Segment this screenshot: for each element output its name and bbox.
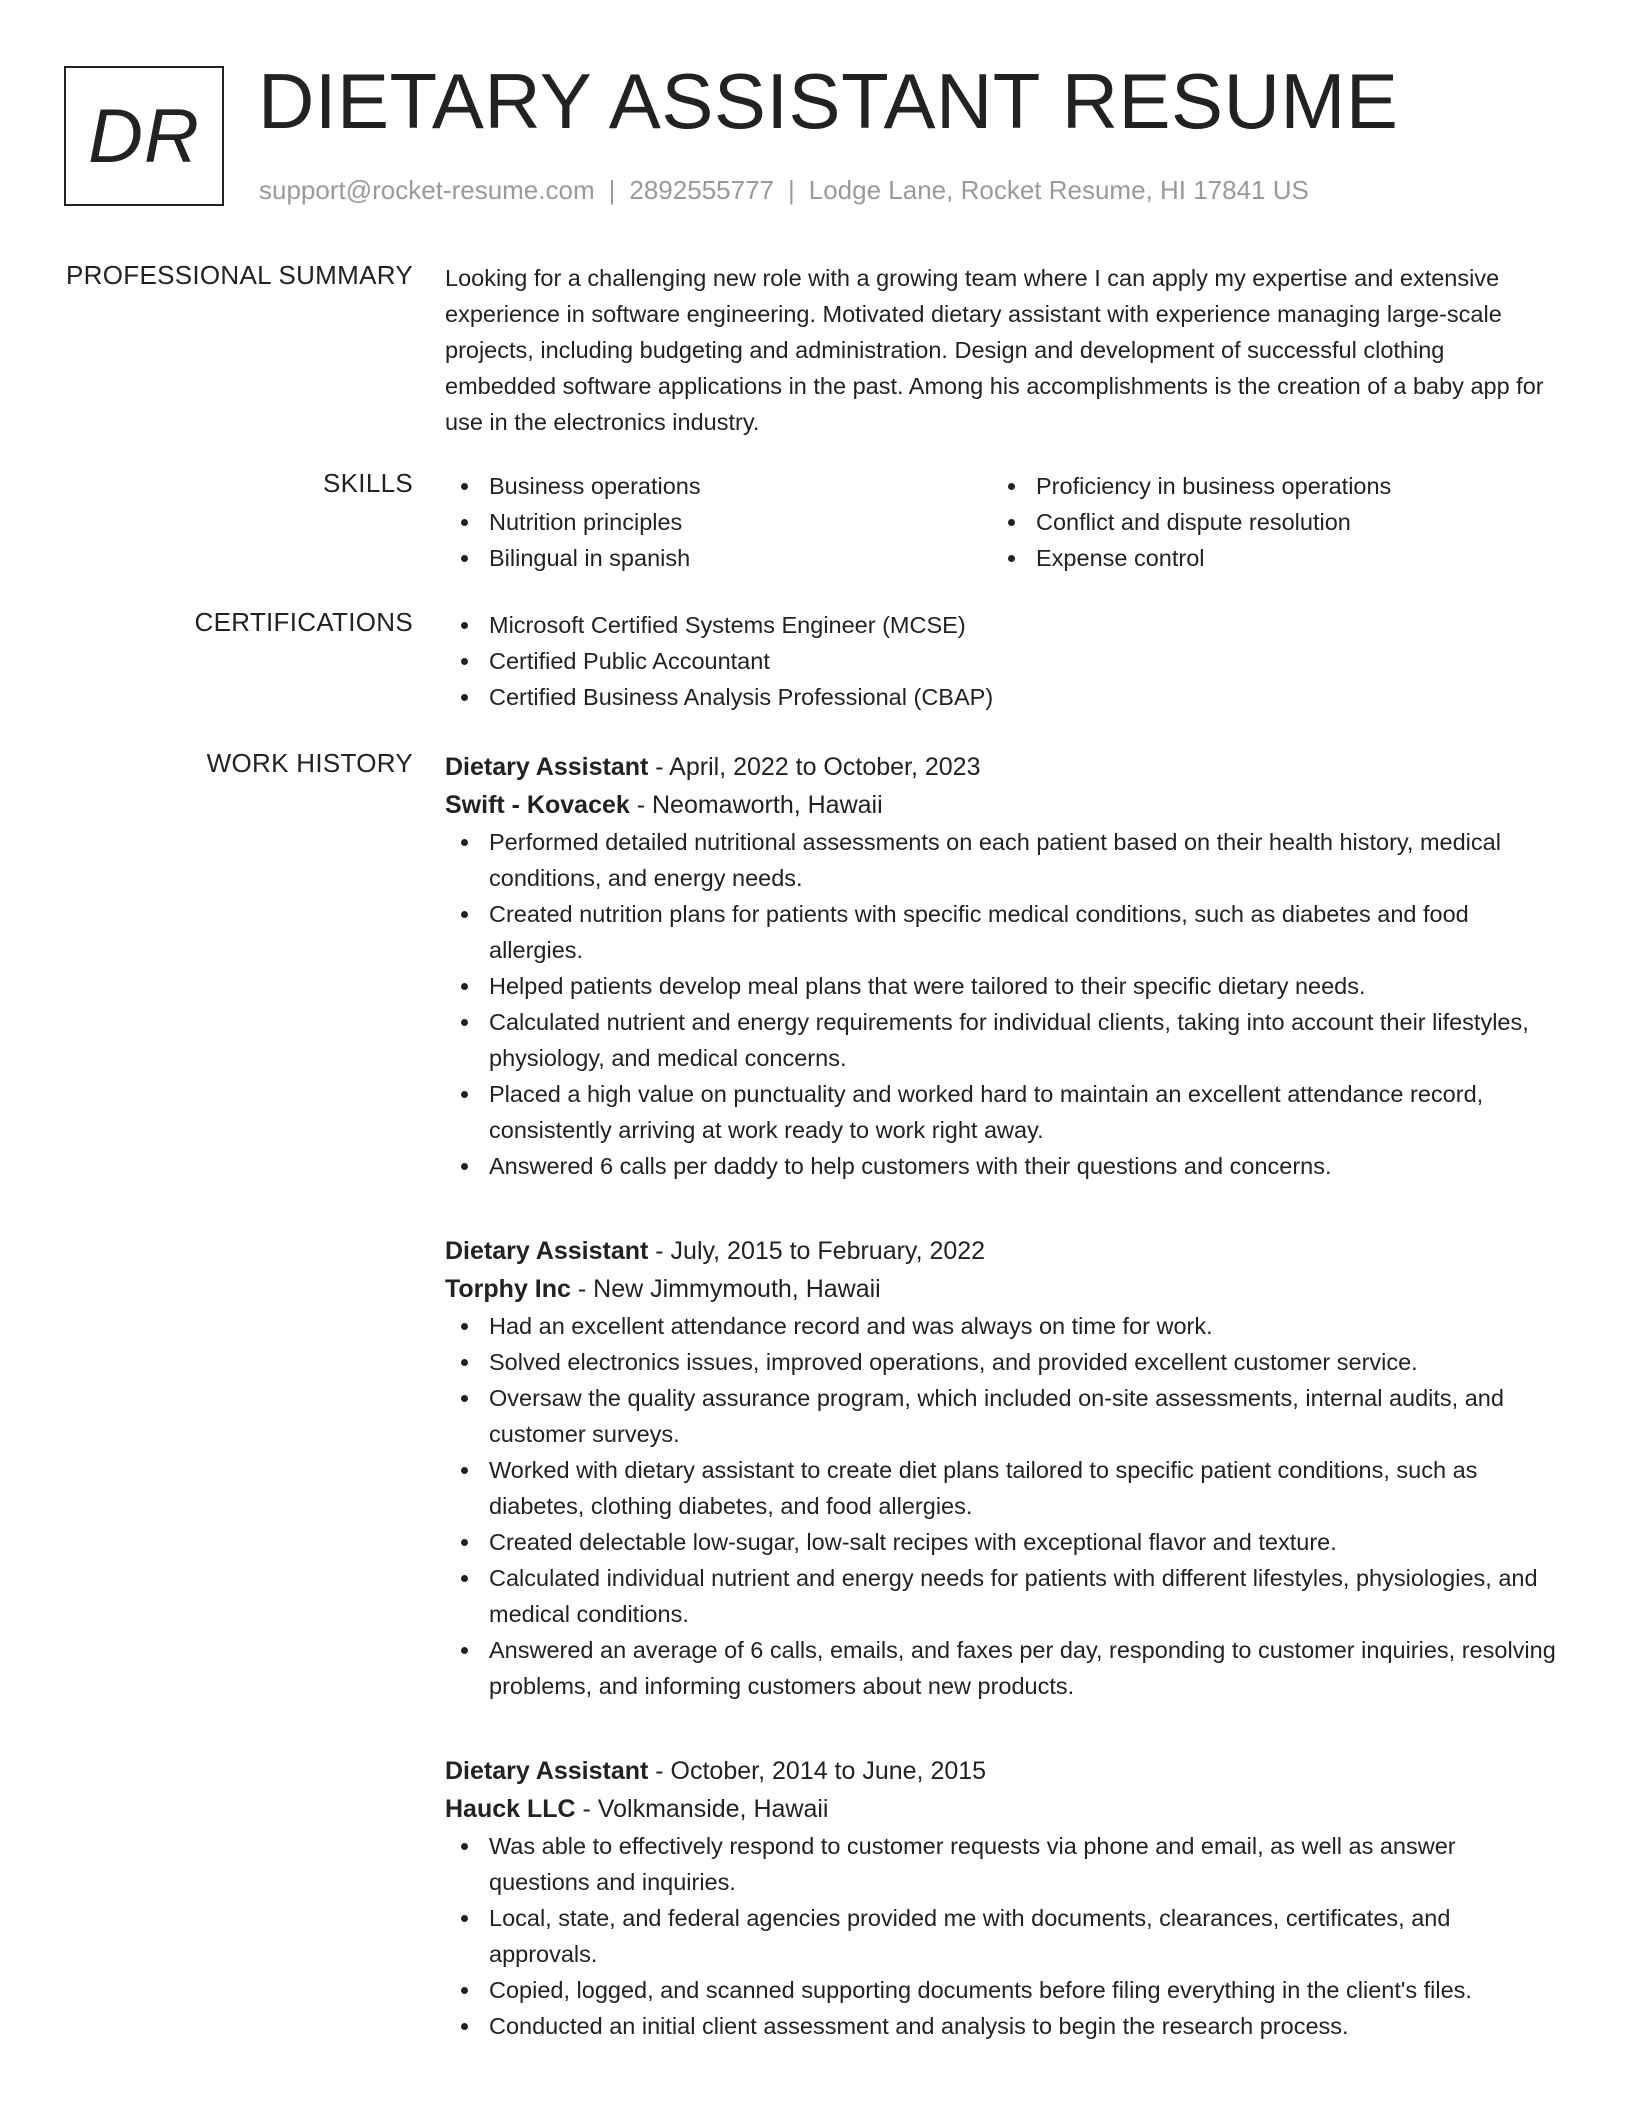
job-duty: Calculated nutrient and energy requirements for individual clients, taking into account their lifestyles, physiology, and medical concerns. xyxy=(445,1004,1560,1076)
contact-phone: 2892555777 xyxy=(629,175,774,205)
certification-item: Microsoft Certified Systems Engineer (MCSE) xyxy=(445,607,1560,643)
job-dates: - July, 2015 to February, 2022 xyxy=(648,1237,986,1265)
job-title-line xyxy=(445,748,1560,786)
job-duty: Answered an average of 6 calls, emails, and faxes per day, responding to customer inquiries, resolving problems, and informing customers about new products. xyxy=(445,1632,1560,1704)
job-duty: Had an excellent attendance record and was always on time for work. xyxy=(445,1308,1560,1344)
skill-item: Nutrition principles xyxy=(445,504,992,540)
job-duty: Solved electronics issues, improved operations, and provided excellent customer service. xyxy=(445,1344,1560,1380)
job-duty: Answered 6 calls per daddy to help customers with their questions and concerns. xyxy=(445,1148,1560,1184)
job-title-line xyxy=(445,1232,1560,1270)
job-company-line xyxy=(445,786,1560,824)
skill-item: Business operations xyxy=(445,468,992,504)
job-duty: Local, state, and federal agencies provided me with documents, clearances, certificates, and approvals. xyxy=(445,1900,1560,1972)
skills-body xyxy=(445,468,1560,576)
certifications-list xyxy=(445,607,1560,715)
job-duty: Performed detailed nutritional assessments on each patient based on their health history, medical conditions, and energy needs. xyxy=(445,824,1560,896)
contact-separator: | xyxy=(788,175,795,205)
skill-item: Expense control xyxy=(992,540,1540,576)
job-duty: Created delectable low-sugar, low-salt recipes with exceptional flavor and texture. xyxy=(445,1524,1560,1560)
job-body xyxy=(445,1752,1560,2044)
job-dates: - April, 2022 to October, 2023 xyxy=(648,753,981,781)
job-duties-list xyxy=(445,1308,1560,1704)
monogram-initials: DR xyxy=(88,93,200,179)
job-company: Hauck LLC xyxy=(445,1795,576,1823)
summary-text: Looking for a challenging new role with a growing team where I can apply my expertise and extensive experience in software engineering. Motivated dietary assistant with experience managing large-scale projects, including budgeting and administration. Design and development of successful clothing embedded software applications in the past. Among his accomplishments is the creation of a baby app for use in the electronics industry. xyxy=(445,265,1544,435)
skill-item: Bilingual in spanish xyxy=(445,540,992,576)
job-duty: Helped patients develop meal plans that were tailored to their specific dietary needs. xyxy=(445,968,1560,1004)
job-location: - Volkmanside, Hawaii xyxy=(575,1795,829,1823)
job-company-line xyxy=(445,1790,1560,1828)
job-location: - Neomaworth, Hawaii xyxy=(629,791,883,819)
job-title-line xyxy=(445,1752,1560,1790)
skills-grid xyxy=(445,468,1560,576)
job-duty: Copied, logged, and scanned supporting documents before filing everything in the client's files. xyxy=(445,1972,1560,2008)
job-title: Dietary Assistant xyxy=(445,753,649,781)
job-location: - New Jimmymouth, Hawaii xyxy=(570,1275,881,1303)
skills-list-right xyxy=(992,468,1540,576)
job-duty: Was able to effectively respond to customer requests via phone and email, as well as answer questions and inquiries. xyxy=(445,1828,1560,1900)
contact-separator: | xyxy=(608,175,616,205)
job-title: Dietary Assistant xyxy=(445,1237,649,1265)
job-duty: Calculated individual nutrient and energy needs for patients with different lifestyles, physiologies, and medical conditions. xyxy=(445,1560,1560,1632)
job-duty: Created nutrition plans for patients with specific medical conditions, such as diabetes and food allergies. xyxy=(445,896,1560,968)
job-duty: Oversaw the quality assurance program, which included on-site assessments, internal audits, and customer surveys. xyxy=(445,1380,1560,1452)
section-label-summary: PROFESSIONAL SUMMARY xyxy=(66,260,413,290)
summary-body xyxy=(445,260,1560,440)
monogram-box xyxy=(64,66,224,206)
job-body xyxy=(445,748,1560,1184)
job-body xyxy=(445,1232,1560,1704)
job-duty: Conducted an initial client assessment and analysis to begin the research process. xyxy=(445,2008,1560,2044)
job-duty: Worked with dietary assistant to create diet plans tailored to specific patient conditions, such as diabetes, clothing diabetes, and food allergies. xyxy=(445,1452,1560,1524)
job-company-line xyxy=(445,1270,1560,1308)
section-label-work-history: WORK HISTORY xyxy=(206,748,413,778)
contact-line xyxy=(259,175,1309,206)
contact-email: support@rocket-resume.com xyxy=(259,175,595,205)
contact-address: Lodge Lane, Rocket Resume, HI 17841 US xyxy=(808,175,1309,205)
skill-item: Conflict and dispute resolution xyxy=(992,504,1540,540)
job-duty: Placed a high value on punctuality and worked hard to maintain an excellent attendance record, consistently arriving at work ready to work right away. xyxy=(445,1076,1560,1148)
job-duties-list xyxy=(445,824,1560,1184)
certification-item: Certified Public Accountant xyxy=(445,643,1560,679)
job-duties-list xyxy=(445,1828,1560,2044)
skill-item: Proficiency in business operations xyxy=(992,468,1540,504)
section-label-skills: SKILLS xyxy=(323,468,413,498)
job-company: Swift - Kovacek xyxy=(445,791,630,819)
job-company: Torphy Inc xyxy=(445,1275,571,1303)
certification-item: Certified Business Analysis Professional (CBAP) xyxy=(445,679,1560,715)
job-dates: - October, 2014 to June, 2015 xyxy=(648,1757,987,1785)
resume-title: DIETARY ASSISTANT RESUME xyxy=(258,57,1399,145)
skills-list-left xyxy=(445,468,992,576)
section-label-certifications: CERTIFICATIONS xyxy=(194,607,413,637)
job-title: Dietary Assistant xyxy=(445,1757,649,1785)
certifications-body xyxy=(445,607,1560,715)
